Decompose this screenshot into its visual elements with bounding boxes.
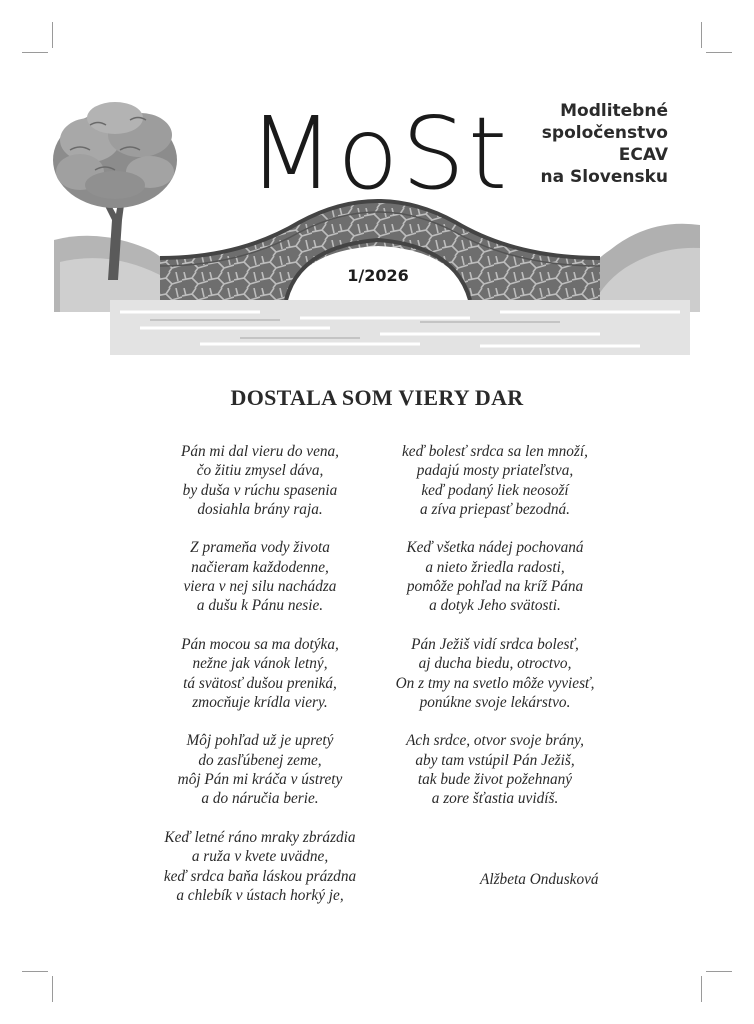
poem-stanza <box>140 731 380 808</box>
poem-line: Ach srdce, otvor svoje brány, <box>406 732 584 750</box>
poem-line: aj ducha biedu, otroctvo, <box>418 655 572 673</box>
poem-line: padajú mosty priateľstva, <box>416 462 574 480</box>
publisher-line: ECAV <box>618 145 668 165</box>
poem-line: Pán mocou sa ma dotýka, <box>181 635 339 653</box>
bridge <box>160 201 600 300</box>
poem-stanza <box>380 538 610 615</box>
poem-line: načieram každodenne, <box>191 558 329 576</box>
publisher-line: Modlitebné <box>560 101 668 121</box>
publisher-name <box>498 100 668 188</box>
crop-mark <box>22 971 48 972</box>
publisher-line: spoločenstvo <box>541 123 668 143</box>
poem-left-column <box>140 442 380 924</box>
poem-line: dosiahla brány raja. <box>197 500 323 518</box>
poem-line: ponúkne svoje lekárstvo. <box>419 693 571 711</box>
poem-stanza <box>140 828 380 905</box>
poem-right-column <box>380 442 610 828</box>
poem-line: nežne jak vánok letný, <box>192 655 328 673</box>
poem-line: a do náručia berie. <box>201 790 319 808</box>
poem-line: Pán Ježiš vidí srdca bolesť, <box>411 635 579 653</box>
poem-line: a chlebík v ústach horký je, <box>176 886 344 904</box>
poem-line: viera v nej silu nachádza <box>183 578 337 596</box>
poem-line: môj Pán mi kráča v ústrety <box>177 771 343 789</box>
poem-line: keď bolesť srdca sa len množí, <box>402 443 588 460</box>
poem-title: DOSTALA SOM VIERY DAR <box>230 385 524 410</box>
poem-line: a zíva priepasť bezodná. <box>419 500 571 518</box>
poem-line: Z prameňa vody života <box>190 539 330 557</box>
logo-text: MoSt <box>248 95 511 212</box>
poem-line: aby tam vstúpil Pán Ježiš, <box>415 751 575 769</box>
poem-line: tá svätosť dušou preniká, <box>183 674 337 692</box>
poem-line: Keď letné ráno mraky zbrázdia <box>164 828 356 846</box>
poem-line: keď podaný liek neosoží <box>421 481 569 499</box>
poem-line: a dušu k Pánu nesie. <box>196 597 324 615</box>
poem-line: Pán mi dal vieru do vena, <box>180 443 340 460</box>
poem-line: Môj pohľad už je upretý <box>186 732 334 750</box>
poem-line: by duša v rúchu spasenia <box>182 481 338 499</box>
crop-mark <box>52 976 53 1002</box>
poem-line: a dotyk Jeho svätosti. <box>429 597 561 615</box>
issue-number: 1/2026 <box>347 266 409 285</box>
poem-stanza <box>380 635 610 712</box>
poem-line: a zore šťastia uvidíš. <box>431 790 559 808</box>
poem-stanza <box>140 442 380 519</box>
poem-stanza <box>380 731 610 808</box>
poem-line: Keď všetka nádej pochovaná <box>406 539 584 557</box>
water <box>110 300 690 355</box>
crop-mark <box>706 971 732 972</box>
poem-line: čo žitiu zmysel dáva, <box>196 462 324 480</box>
poem-line: On z tmy na svetlo môže vyviesť, <box>395 674 595 692</box>
poem-line: do zasľúbenej zeme, <box>198 751 322 769</box>
publisher-line: na Slovensku <box>540 167 668 187</box>
crop-mark <box>701 976 702 1002</box>
poem-line: a nieto žriedla radosti, <box>425 558 565 576</box>
poem-stanza <box>380 442 610 519</box>
poem-line: pomôže pohľad na kríž Pána <box>406 578 584 596</box>
poem-line: tak bude život požehnaný <box>417 771 573 789</box>
poem-line: zmocňuje krídla viery. <box>192 693 328 711</box>
poem-line: keď srdca baňa láskou prázdna <box>163 867 357 885</box>
poem-stanza <box>140 538 380 615</box>
poem-author: Alžbeta Ondusková <box>480 871 599 888</box>
poem-line: a ruža v kvete uvädne, <box>191 848 329 866</box>
poem-stanza <box>140 635 380 712</box>
